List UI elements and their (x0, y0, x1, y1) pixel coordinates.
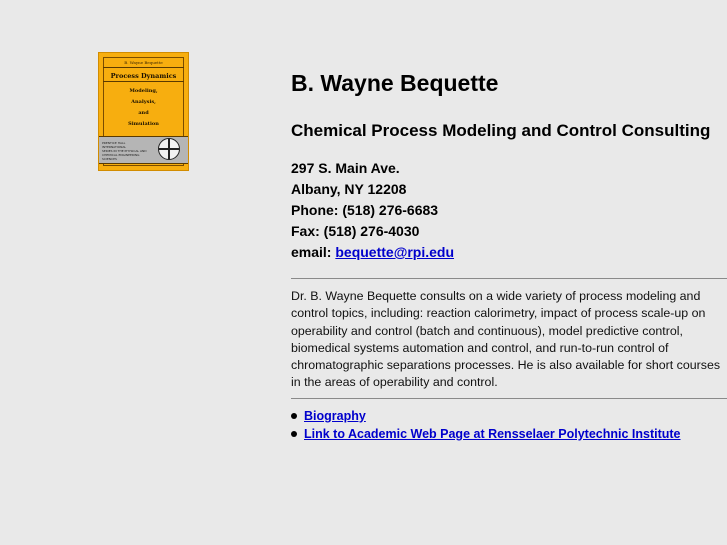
page-title: B. Wayne Bequette (291, 70, 499, 96)
address-city: Albany, NY 12208 (291, 181, 407, 197)
list-item (291, 425, 727, 443)
description-paragraph: Dr. B. Wayne Bequette consults on a wide variety of process modeling and control topics, including: reaction calorimetry, impact of process scale-up on operability and control (batch and continuous), model predictive control, biomedical systems automation and control, and run-to-run control of chromatographic separations processes. He is also available for short courses in the areas of operability and control. (291, 289, 721, 390)
academic-web-page-link[interactable]: Link to Academic Web Page at Rensselaer Polytechnic Institute (304, 426, 681, 441)
cover-band-line: PRENTICE HALL INTERNATIONAL (102, 141, 127, 149)
cover-author: B. Wayne Bequette (124, 60, 163, 65)
link-list (291, 407, 727, 443)
divider (291, 278, 727, 279)
bullet-icon (291, 413, 297, 419)
email-line (291, 242, 727, 263)
book-cover-image (98, 52, 189, 171)
cover-band (99, 136, 188, 164)
bullet-icon (291, 431, 297, 437)
biography-link[interactable]: Biography (304, 408, 366, 423)
main-content (291, 67, 727, 443)
email-label: email: (291, 244, 332, 260)
list-item (291, 407, 727, 425)
cover-band-text (102, 141, 148, 161)
cover-subtitle-line: and (138, 110, 149, 116)
cover-subtitle-line: Analysis, (131, 99, 156, 105)
globe-logo-icon (158, 138, 180, 160)
address-street: 297 S. Main Ave. (291, 160, 400, 176)
divider (291, 398, 727, 399)
page-subtitle: Chemical Process Modeling and Control Consulting (291, 121, 711, 140)
cover-subtitle-line: Modeling, (129, 88, 158, 94)
cover-band-line: CHEMICAL ENGINEERING SCIENCES (102, 153, 140, 161)
fax-number: Fax: (518) 276-4030 (291, 223, 420, 239)
cover-subtitle-line: Simulation (128, 121, 159, 127)
phone-number: Phone: (518) 276-6683 (291, 202, 439, 218)
email-link[interactable]: bequette@rpi.edu (335, 244, 455, 260)
cover-title: Process Dynamics (110, 72, 177, 80)
cover-band-line: SERIES IN THE PHYSICAL AND (102, 149, 147, 153)
cover-rule (103, 67, 184, 68)
contact-block (291, 158, 727, 263)
cover-rule (103, 81, 184, 82)
